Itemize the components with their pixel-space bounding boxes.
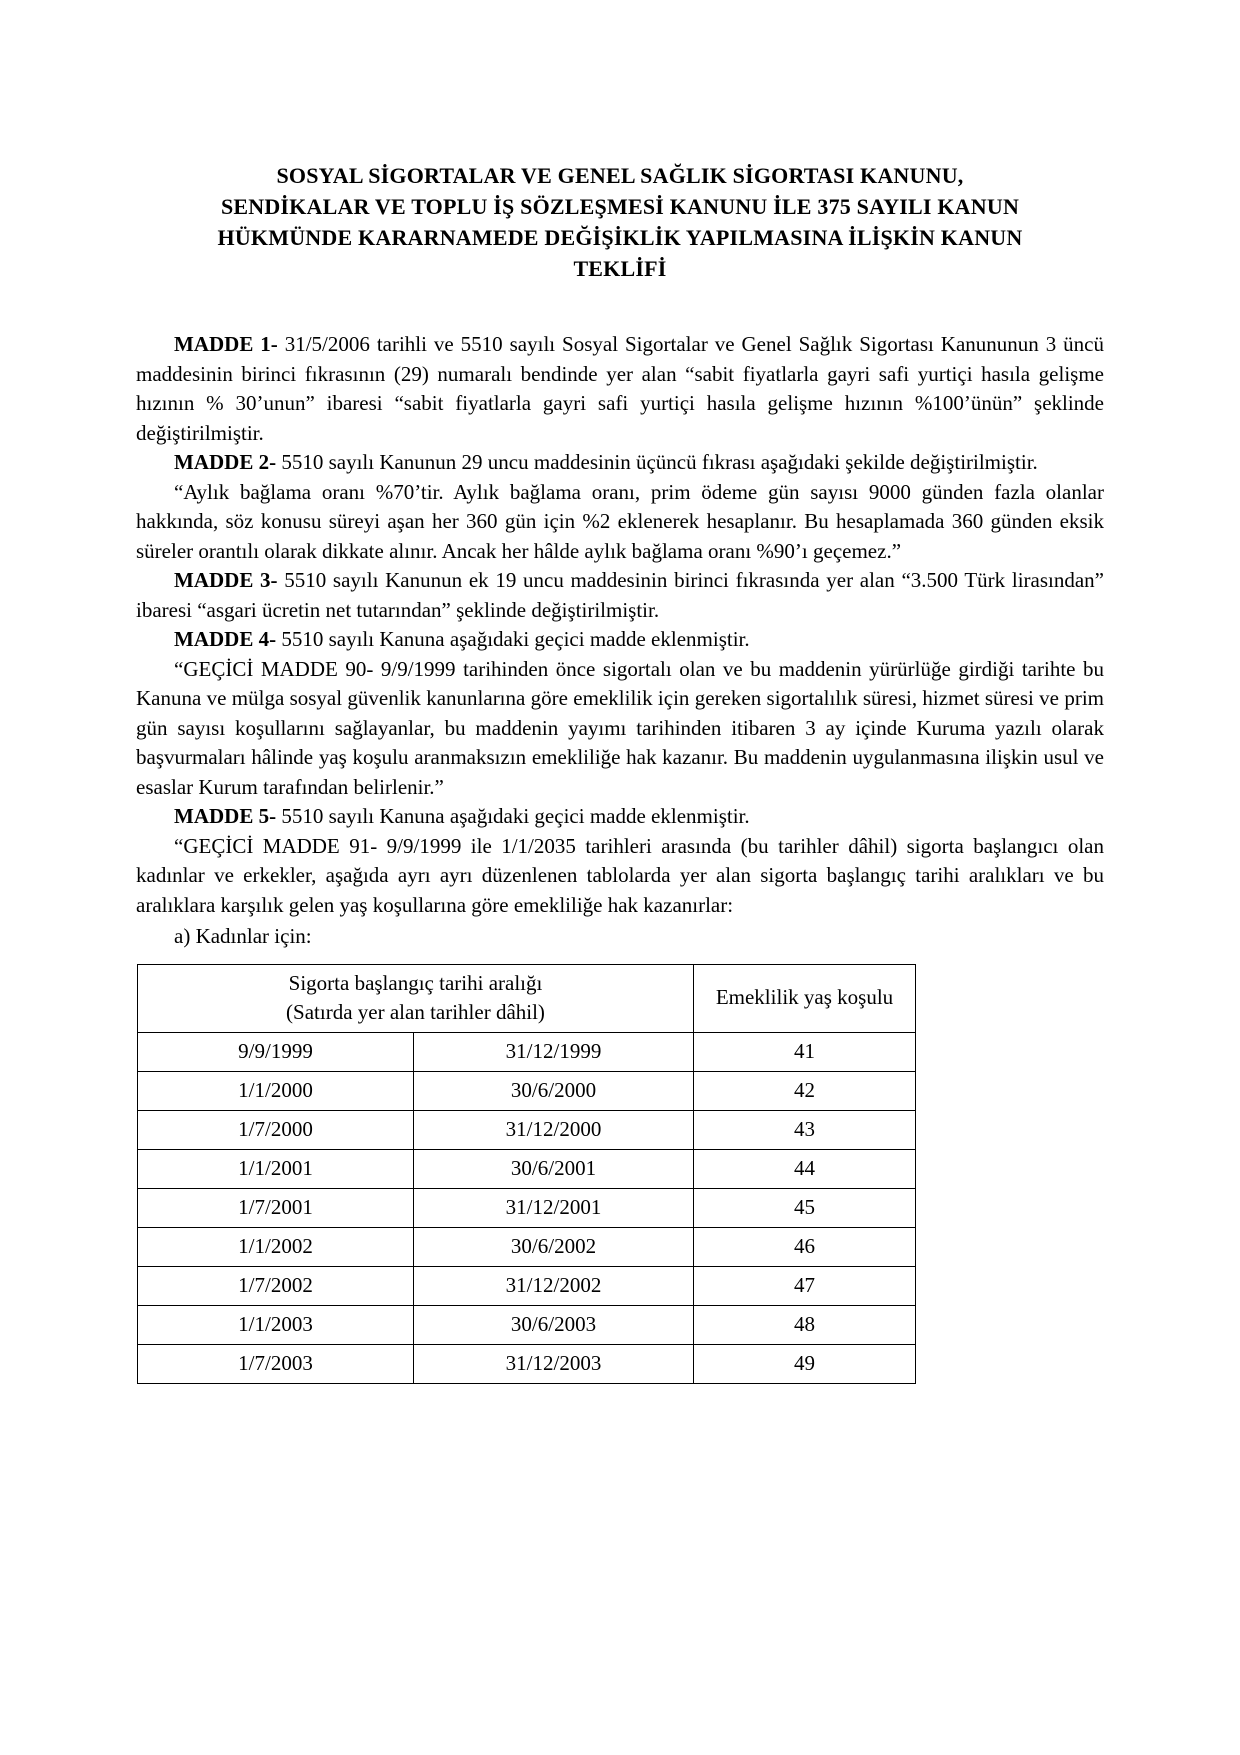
table-row bbox=[138, 1188, 916, 1227]
table-body bbox=[138, 1032, 916, 1383]
start-date: 9/9/1999 bbox=[138, 1032, 414, 1071]
end-date: 30/6/2003 bbox=[414, 1305, 694, 1344]
gecici-madde-91-text: “GEÇİCİ MADDE 91- 9/9/1999 ile 1/1/2035 tarihleri arasında (bu tarihler dâhil) sigorta başlangıcı olan kadınlar ve erkekler, aşağıda ayrı ayrı düzenlenen tablolarda yer alan sigorta başlangıç tarihi aralıkları ve bu aralıklara karşılık gelen yaş koşullarına göre emekliliğe hak kazanırlar: bbox=[136, 833, 1104, 917]
age-value: 44 bbox=[694, 1149, 916, 1188]
aylik-baglama-text: “Aylık bağlama oranı %70’tir. Aylık bağlama oranı, prim ödeme gün sayısı 9000 günden fazla olanlar hakkında, söz konusu süreyi aşan her 360 gün için %2 eklenerek hesaplanır. Bu hesaplamada 360 günden eksik süreler orantılı olarak dikkate alınır. Ancak her hâlde aylık bağlama oranı %90’ı geçemez.” bbox=[136, 479, 1104, 563]
table-row bbox=[138, 1110, 916, 1149]
paragraph-gecici-madde-91 bbox=[136, 832, 1104, 921]
paragraph-madde-5 bbox=[136, 802, 1104, 832]
start-date: 1/1/2002 bbox=[138, 1227, 414, 1266]
table-row bbox=[138, 1149, 916, 1188]
table-row bbox=[138, 1344, 916, 1383]
paragraph-aylik-baglama-quote bbox=[136, 478, 1104, 567]
end-date: 31/12/2001 bbox=[414, 1188, 694, 1227]
header-date-range-line2: (Satırda yer alan tarihler dâhil) bbox=[286, 1000, 545, 1024]
table-row bbox=[138, 1305, 916, 1344]
age-value: 49 bbox=[694, 1344, 916, 1383]
end-date: 31/12/2000 bbox=[414, 1110, 694, 1149]
end-date: 30/6/2001 bbox=[414, 1149, 694, 1188]
age-value: 46 bbox=[694, 1227, 916, 1266]
end-date: 31/12/2002 bbox=[414, 1266, 694, 1305]
end-date: 31/12/1999 bbox=[414, 1032, 694, 1071]
paragraph-madde-4 bbox=[136, 625, 1104, 655]
paragraph-madde-2 bbox=[136, 448, 1104, 478]
table-caption-women: a) Kadınlar için: bbox=[174, 924, 312, 948]
madde-2-text: 5510 sayılı Kanunun 29 uncu maddesinin üçüncü fıkrası aşağıdaki şekilde değiştirilmiştir. bbox=[281, 450, 1038, 474]
start-date: 1/1/2000 bbox=[138, 1071, 414, 1110]
start-date: 1/7/2000 bbox=[138, 1110, 414, 1149]
table-row bbox=[138, 1071, 916, 1110]
paragraph-gecici-madde-90 bbox=[136, 655, 1104, 803]
end-date: 30/6/2000 bbox=[414, 1071, 694, 1110]
madde-3-label: MADDE 3- bbox=[174, 568, 278, 592]
table-row bbox=[138, 1032, 916, 1071]
madde-1-label: MADDE 1- bbox=[174, 332, 278, 356]
table-header bbox=[138, 964, 916, 1032]
end-date: 30/6/2002 bbox=[414, 1227, 694, 1266]
start-date: 1/7/2003 bbox=[138, 1344, 414, 1383]
title-line-2: SENDİKALAR VE TOPLU İŞ SÖZLEŞMESİ KANUNU İLE 375 SAYILI KANUN bbox=[220, 194, 1020, 219]
title-line-3: HÜKMÜNDE KARARNAMEDE DEĞİŞİKLİK YAPILMASINA İLİŞKİN KANUN bbox=[217, 225, 1023, 250]
table-row bbox=[138, 1227, 916, 1266]
madde-5-label: MADDE 5- bbox=[174, 804, 277, 828]
age-value: 47 bbox=[694, 1266, 916, 1305]
header-retirement-age: Emeklilik yaş koşulu bbox=[694, 964, 916, 1032]
title-line-1: SOSYAL SİGORTALAR VE GENEL SAĞLIK SİGORTASI KANUNU, bbox=[276, 163, 964, 188]
madde-2-label: MADDE 2- bbox=[174, 450, 277, 474]
madde-1-text: 31/5/2006 tarihli ve 5510 sayılı Sosyal Sigortalar ve Genel Sağlık Sigortası Kanununun 3 üncü maddesinin birinci fıkrasının (29) numaralı bendinde yer alan “sabit fiyatlarla gayri safi yurtiçi hasıla gelişme hızının % 30’unun” ibaresi “sabit fiyatlarla gayri safi yurtiçi hasıla gelişme hızının %100’ünün” şeklinde değiştirilmiştir. bbox=[136, 332, 1104, 445]
header-date-range-line1: Sigorta başlangıç tarihi aralığı bbox=[288, 971, 543, 995]
age-value: 41 bbox=[694, 1032, 916, 1071]
table-row bbox=[138, 1266, 916, 1305]
madde-4-label: MADDE 4- bbox=[174, 627, 277, 651]
end-date: 31/12/2003 bbox=[414, 1344, 694, 1383]
age-value: 42 bbox=[694, 1071, 916, 1110]
table-header-row bbox=[138, 964, 916, 1032]
retirement-age-table-women bbox=[137, 964, 916, 1384]
document-title bbox=[136, 160, 1104, 284]
start-date: 1/1/2001 bbox=[138, 1149, 414, 1188]
start-date: 1/7/2001 bbox=[138, 1188, 414, 1227]
title-line-4: TEKLİFİ bbox=[573, 256, 667, 281]
document-body bbox=[136, 330, 1104, 1384]
header-date-range bbox=[138, 964, 694, 1032]
start-date: 1/1/2003 bbox=[138, 1305, 414, 1344]
madde-3-text: 5510 sayılı Kanunun ek 19 uncu maddesinin birinci fıkrasında yer alan “3.500 Türk lirasından” ibaresi “asgari ücretin net tutarından” şeklinde değiştirilmiştir. bbox=[136, 568, 1104, 622]
madde-4-text: 5510 sayılı Kanuna aşağıdaki geçici madde eklenmiştir. bbox=[281, 627, 750, 651]
paragraph-madde-3 bbox=[136, 566, 1104, 625]
start-date: 1/7/2002 bbox=[138, 1266, 414, 1305]
age-value: 43 bbox=[694, 1110, 916, 1149]
paragraph-madde-1 bbox=[136, 330, 1104, 448]
age-value: 48 bbox=[694, 1305, 916, 1344]
gecici-madde-90-text: “GEÇİCİ MADDE 90- 9/9/1999 tarihinden önce sigortalı olan ve bu maddenin yürürlüğe girdiği tarihte bu Kanuna ve mülga sosyal güvenlik kanunlarına göre emeklilik için gereken sigortalılık süresi, hizmet süresi ve prim gün sayısı koşullarını sağlayanlar, bu maddenin yayımı tarihinden itibaren 3 ay içinde Kuruma yazılı olarak başvurmaları hâlinde yaş koşulu aranmaksızın emekliliğe hak kazanır. Bu maddenin uygulanmasına ilişkin usul ve esaslar Kurum tarafından belirlenir.” bbox=[136, 656, 1104, 799]
madde-5-text: 5510 sayılı Kanuna aşağıdaki geçici madde eklenmiştir. bbox=[281, 804, 750, 828]
age-value: 45 bbox=[694, 1188, 916, 1227]
